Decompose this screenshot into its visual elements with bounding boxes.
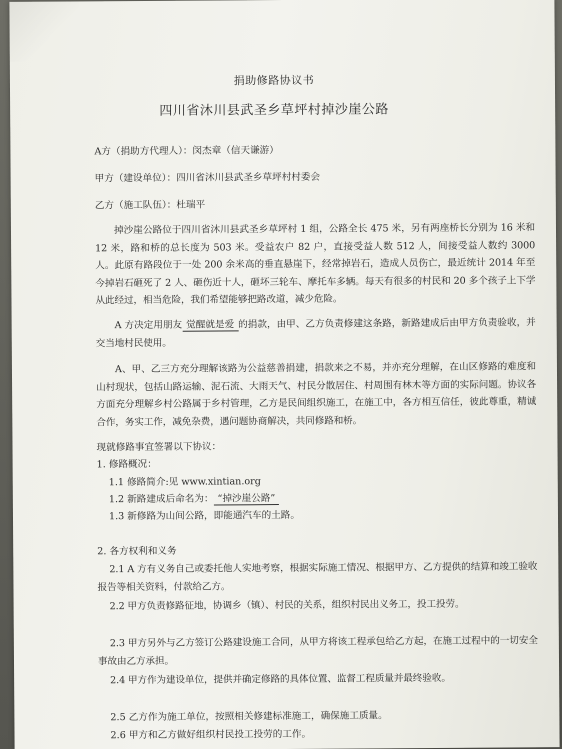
- road-name: “掉沙崖公路”: [213, 493, 279, 505]
- section-2-title: 2. 各方权利和义务: [97, 545, 177, 558]
- document-body: [94, 68, 538, 742]
- clause-2-1: 2.1 A 方有义务自己或委托他人实地考察，根据实际施工情况、根据甲方、乙方提供的结算和竣工验收报告等相关资料，付款给乙方。: [97, 561, 538, 593]
- clause-1-1: 1.1 修路简介:见 www.xintian.org: [108, 476, 261, 489]
- clause-2-2: 2.2 甲方负责修路征地，协调乡（镇）、村民的关系，组织村民出义务工，投工投劳。: [109, 598, 465, 613]
- party-yi-line: 乙方（施工队伍）：杜瑞平: [94, 199, 206, 212]
- clause-2-6: 2.6 甲方和乙方做好组织村民投工投劳的工作。: [110, 728, 312, 742]
- clause-1-3: 1.3 新修路为山间公路，即能通汽车的土路。: [108, 509, 301, 523]
- clause-2-4: 2.4 甲方作为建设单位，提供并确定修路的具体位置、监督工程质量并最终验收。: [110, 672, 451, 687]
- clause-2-3: 2.3 甲方另外与乙方签订公路建设施工合同，从甲方将该工程承包给乙方起，在施工过程中的一切安全事故由乙方承担。: [97, 635, 538, 667]
- document-subtitle: 四川省沐川县武圣乡草坪村掉沙崖公路: [159, 102, 389, 119]
- funding-text-before: A 方决定用朋友: [114, 319, 183, 332]
- funding-paragraph: [96, 314, 536, 352]
- clause-1-2: [109, 490, 280, 509]
- clause-2-5: 2.5 乙方作为施工单位，按照相关修建标准施工，确保施工质量。: [110, 710, 388, 724]
- intro-paragraph: 掉沙崖公路位于四川省沐川县武圣乡草坪村 1 组，公路全长 475 米，另有两座桥长分别为 16 米和 12 米，路和桥的总长度为 503 米。受益农户 82 户，直接受益人数 512 人，间接受益人数约 3000 人。此原有路段位于一处 200 余米高的垂直悬崖下，经常掉岩石，造成人员伤亡，最近统计 2014 年至今掉岩石砸死了 2 人、砸伤近十人，砸坏三轮车、摩托车多辆。每天有很多的村民和 20 多个孩子上下学从此经过，相当危险，我们希望能够把路改道，减少危险。: [95, 222, 536, 307]
- party-jia-line: 甲方（建设单位）：四川省沐川县武圣乡草坪村村委会: [94, 171, 321, 185]
- agreement-intro: 现就修路事宜签署以下协议：: [96, 441, 222, 454]
- friend-name: 觉醒就是爱: [182, 319, 238, 331]
- party-a-line: A方（捐助方代理人）：闵杰章（信天谦游）: [94, 145, 279, 158]
- document-title: 捐助修路协议书: [233, 73, 315, 88]
- clause-1-2-label: 1.2 新路建成后命名为：: [108, 493, 214, 506]
- cooperation-paragraph: A、甲、乙三方充分理解该路为公益慈善捐建，捐款来之不易，并亦充分理解，在山区修路的难度和山村现状，包括山路运输、泥石流、大雨天气、村民分散居住、村周围有林木等方面的实际问题。协议各方面充分理解乡村公路属于乡村管理，乙方是民间组织施工，在施工中，各方相互信任，彼此尊重，精诚合作，务实工作，减免杂费，遇问题协商解决，共同修路和桥。: [96, 361, 537, 428]
- section-1-title: 1. 修路概况：: [96, 458, 157, 471]
- paper-fold-shadow: [9, 1, 79, 61]
- paper-sheet: [9, 0, 559, 749]
- funding-text-after: 的捐款，由甲、乙方负责修建这条路，新路建成后由甲方负责验收，并交当地村民使用。: [95, 317, 536, 349]
